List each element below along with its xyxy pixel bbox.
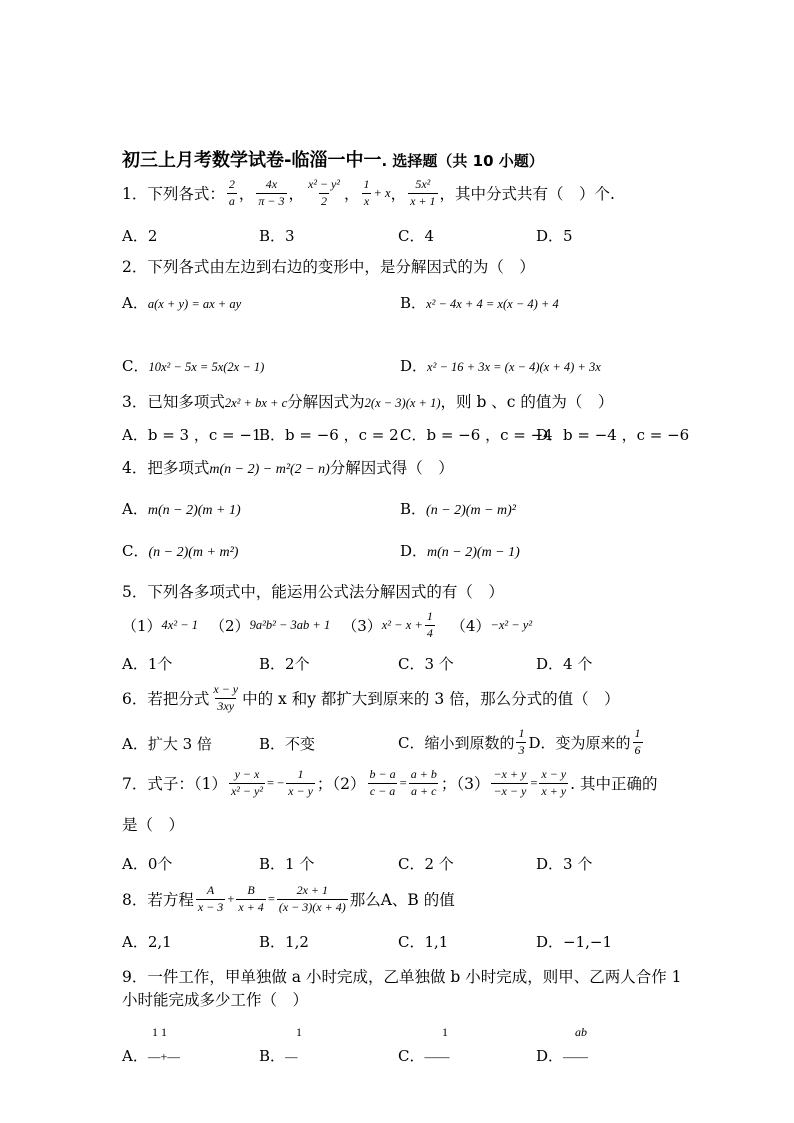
q3-post: ，则 b 、c 的值为（ ） <box>440 393 614 411</box>
q5-option-a[interactable]: A．1个 <box>122 655 173 673</box>
q7-e3l-den: −x − y <box>493 783 527 798</box>
q7-option-a[interactable]: A．0个 <box>122 855 173 873</box>
q1-sep: ， <box>390 185 407 204</box>
q8-plus: + <box>227 891 235 906</box>
q7-e1-left <box>229 768 265 799</box>
question-6 <box>122 683 620 714</box>
q9-b-label: B． <box>259 1047 286 1065</box>
q2-option-b[interactable] <box>400 292 559 313</box>
q4-c-expr: (n − 2)(m + m²) <box>148 545 239 560</box>
q5-option-c[interactable]: C．3 个 <box>398 655 454 673</box>
q7-e2l-den: c − a <box>369 783 396 798</box>
q5-item-4-expr: −x² − y² <box>490 617 533 632</box>
q4-c-label: C． <box>122 542 149 560</box>
q5-item-3-fraction <box>425 610 435 641</box>
q7-e1-eq: = − <box>266 775 285 790</box>
q8-fa-den: x − 3 <box>197 899 224 914</box>
q1-f5-den: x + 1 <box>410 193 436 208</box>
q9-d-numerator: ab <box>575 1025 587 1039</box>
q1-prefix: 1．下列各式： <box>122 185 225 204</box>
q6-frac-num: x − y <box>213 682 239 696</box>
q7-e3-eq: = <box>530 775 538 790</box>
q2-d-expr: x² − 16 + 3x = (x − 4)(x + 4) + 3x <box>427 360 601 374</box>
q5-e3f-den: 4 <box>426 625 433 640</box>
q8-fb-den: x + 4 <box>238 899 264 914</box>
q1-f1-num: 2 <box>228 177 235 191</box>
q6-d-fraction <box>633 727 643 758</box>
q7-e2-eq: = <box>399 775 407 790</box>
q3-mid: 分解因式为 <box>287 393 365 411</box>
q9-a-label: A． <box>122 1047 148 1065</box>
q9-c-label: C． <box>398 1047 425 1065</box>
q1-fraction-2 <box>256 178 286 209</box>
q7-e3r-den: x + y <box>541 783 567 798</box>
q5-item-2-expr: 9a²b² − 3ab + 1 <box>249 617 331 632</box>
q1-f3-num: x² − y² <box>308 177 340 191</box>
q2-a-expr: a(x + y) = ax + ay <box>147 297 242 311</box>
q2-c-label: C． <box>122 357 149 375</box>
q6-cf-num: 1 <box>518 726 525 740</box>
q7-e3l-num: −x + y <box>493 767 527 781</box>
q7-option-c[interactable]: C．2 个 <box>398 855 454 873</box>
q9-option-d[interactable] <box>536 1045 588 1066</box>
q1-f4-tail: + x <box>373 185 391 200</box>
q8-option-c[interactable]: C．1,1 <box>398 933 449 951</box>
q5-item-1-label: （1） <box>122 616 162 635</box>
q4-d-label: D． <box>400 542 428 560</box>
exam-title-main: 初三上月考数学试卷-临淄一中一 <box>122 150 382 171</box>
q9-c-numerator: 1 <box>442 1025 448 1039</box>
q6-pre: 6．若把分式 <box>122 690 210 709</box>
q1-f3-den: 2 <box>320 193 327 208</box>
q4-option-b[interactable] <box>400 498 516 519</box>
q7-e1r-den: x − y <box>288 783 313 798</box>
q1-suffix: ，其中分式共有（ ）个. <box>439 185 615 204</box>
q2-option-c[interactable] <box>122 355 264 376</box>
q8-fr-num: 2x + 1 <box>296 883 329 897</box>
q6-c-fraction <box>516 727 526 758</box>
q5-item-3-label: （3） <box>342 616 382 635</box>
q3-option-d[interactable]: D．b = −4 ，c = −6 <box>536 426 690 444</box>
q9-option-a[interactable] <box>122 1045 180 1066</box>
q8-fraction-b <box>236 884 265 915</box>
q4-a-label: A． <box>122 500 148 518</box>
q7-e2-left <box>368 768 398 799</box>
q7-e3-left <box>491 768 528 799</box>
q7-line-2: 是（ ） <box>122 816 185 834</box>
q1-sep: ， <box>288 185 305 204</box>
q7-e3-right <box>539 768 568 799</box>
q1-option-c[interactable]: C．4 <box>398 227 435 245</box>
section-heading: . 选择题（共 10 小题） <box>381 152 544 170</box>
q4-post: 分解因式得（ ） <box>329 459 454 477</box>
q9-line-1: 9．一件工作，甲单独做 a 小时完成，乙单独做 b 小时完成，则甲、乙两人合作 1 <box>122 968 682 986</box>
question-3 <box>122 390 613 412</box>
q2-option-a[interactable] <box>122 292 241 313</box>
q8-fraction-right <box>277 884 348 915</box>
q5-item-3-expr: x² − x + <box>381 617 423 632</box>
q4-option-a[interactable] <box>122 498 241 519</box>
q3-option-a[interactable]: A．b = 3 ，c = −1 <box>122 426 262 444</box>
q1-f1-den: a <box>228 193 235 208</box>
question-1 <box>122 178 615 209</box>
q5-item-2-label: （2） <box>210 616 250 635</box>
q7-e2-right <box>409 768 439 799</box>
q9-line-2: 小时能完成多少工作（ ） <box>122 991 309 1009</box>
q2-b-expr: x² − 4x + 4 = x(x − 4) + 4 <box>426 297 559 311</box>
q1-option-b[interactable]: B．3 <box>259 227 295 245</box>
q5-option-b[interactable]: B．2个 <box>259 655 310 673</box>
question-7 <box>122 768 657 799</box>
q9-b-expr: — <box>285 1050 298 1064</box>
q6-option-c[interactable] <box>398 727 645 758</box>
q8-option-d[interactable]: D．−1,−1 <box>536 933 613 951</box>
question-4 <box>122 456 454 478</box>
q1-f2-den: π − 3 <box>258 193 285 208</box>
q6-cf-den: 3 <box>518 742 525 757</box>
q5-option-d[interactable]: D．4 个 <box>536 655 593 673</box>
q1-f5-num: 5x² <box>415 177 431 191</box>
q9-b-numerator: 1 <box>296 1025 302 1039</box>
q6-post: 中的 x 和y 都扩大到原来的 3 倍，那么分式的值（ ） <box>242 690 620 709</box>
q9-option-b[interactable] <box>259 1045 298 1066</box>
q8-option-a[interactable]: A．2,1 <box>122 933 172 951</box>
q6-df-den: 6 <box>634 742 641 757</box>
q1-sep: ， <box>238 185 255 204</box>
q4-pre: 4．把多项式 <box>122 459 210 477</box>
q6-fraction <box>211 683 240 714</box>
q7-post: . 其中正确的 <box>570 775 658 794</box>
q7-e1r-num: 1 <box>297 767 304 781</box>
q5-item-4-label: （4） <box>450 616 491 635</box>
q7-s2: ；（2） <box>316 775 366 794</box>
q1-fraction-3 <box>306 178 342 209</box>
q6-c-text: C．缩小到原数的 <box>398 733 515 752</box>
q1-option-d[interactable]: D．5 <box>536 227 573 245</box>
q8-fa-num: A <box>206 883 215 897</box>
q1-f4-den: x <box>363 193 370 208</box>
q9-a-expr: —+— <box>147 1050 180 1064</box>
q7-pre: 7．式子：（1） <box>122 775 227 794</box>
q7-s3: ；（3） <box>440 775 490 794</box>
q6-option-b[interactable]: B．不变 <box>259 735 316 753</box>
q7-option-d[interactable]: D．3 个 <box>536 855 593 873</box>
q7-e1-right <box>286 768 315 799</box>
q8-pre: 8．若方程 <box>122 891 194 910</box>
q6-df-num: 1 <box>634 726 641 740</box>
q4-poly: m(n − 2) − m²(2 − n) <box>209 462 330 477</box>
q1-fraction-4 <box>361 178 371 209</box>
q7-e1l-den: x² − y² <box>230 783 263 798</box>
q7-e2l-num: b − a <box>369 767 396 781</box>
question-8 <box>122 884 455 915</box>
q9-option-c[interactable] <box>398 1045 449 1066</box>
q9-a-numerators: 1 1 <box>152 1025 167 1039</box>
q7-e2r-den: a + c <box>411 783 437 798</box>
q2-d-label: D． <box>400 357 428 375</box>
q7-e2r-num: a + b <box>410 767 437 781</box>
q6-d-text[interactable]: D．变为原来的 <box>528 733 631 752</box>
q1-f2-num: 4x <box>265 177 278 191</box>
q3-fact: 2(x − 3)(x + 1) <box>364 396 441 410</box>
q5-stem: 5．下列各多项式中，能运用公式法分解因式的有（ ） <box>122 583 504 601</box>
q9-c-expr: —— <box>424 1050 450 1064</box>
q8-fr-den: (x − 3)(x + 4) <box>278 899 346 914</box>
q8-eq: = <box>267 891 275 906</box>
q7-e1l-num: y − x <box>234 767 260 781</box>
q4-d-expr: m(n − 2)(m − 1) <box>427 545 520 560</box>
q4-option-c[interactable] <box>122 540 238 561</box>
q9-d-expr: —— <box>563 1050 589 1064</box>
q1-option-a[interactable]: A．2 <box>122 227 158 245</box>
q1-sep: ， <box>343 185 360 204</box>
q3-option-c[interactable]: C．b = −6 ，c = −4 <box>400 426 553 444</box>
exam-title <box>122 146 544 172</box>
q8-fb-num: B <box>247 883 255 897</box>
q3-option-b[interactable]: B．b = −6 ，c = 2 <box>259 426 399 444</box>
q3-pre: 3．已知多项式 <box>122 393 225 411</box>
q6-option-a[interactable]: A．扩大 3 倍 <box>122 735 212 753</box>
q2-a-label: A． <box>122 294 148 312</box>
q5-items <box>122 610 532 641</box>
q2-c-expr: 10x² − 5x = 5x(2x − 1) <box>148 360 265 374</box>
q4-a-expr: m(n − 2)(m + 1) <box>147 503 241 518</box>
q7-e3r-num: x − y <box>541 767 567 781</box>
q8-post: 那么A、B 的值 <box>349 891 455 910</box>
q6-frac-den: 3xy <box>217 698 235 713</box>
q5-e3f-num: 1 <box>426 609 433 623</box>
q2-stem: 2．下列各式由左边到右边的变形中，是分解因式的为（ ） <box>122 258 535 276</box>
q2-b-label: B． <box>400 294 427 312</box>
q5-item-1-expr: 4x² − 1 <box>161 617 199 632</box>
q4-b-label: B． <box>400 500 427 518</box>
q9-d-label: D． <box>536 1047 564 1065</box>
q8-fraction-a <box>196 884 225 915</box>
q1-fraction-5 <box>408 178 437 209</box>
q8-option-b[interactable]: B．1,2 <box>259 933 309 951</box>
q3-poly: 2x² + bx + c <box>224 396 288 410</box>
q1-f4-num: 1 <box>363 177 370 191</box>
q7-option-b[interactable]: B．1 个 <box>259 855 315 873</box>
q4-b-expr: (n − 2)(m − m)² <box>426 503 516 518</box>
q2-option-d[interactable] <box>400 355 601 376</box>
q1-fraction-1 <box>227 178 237 209</box>
q4-option-d[interactable] <box>400 540 520 561</box>
